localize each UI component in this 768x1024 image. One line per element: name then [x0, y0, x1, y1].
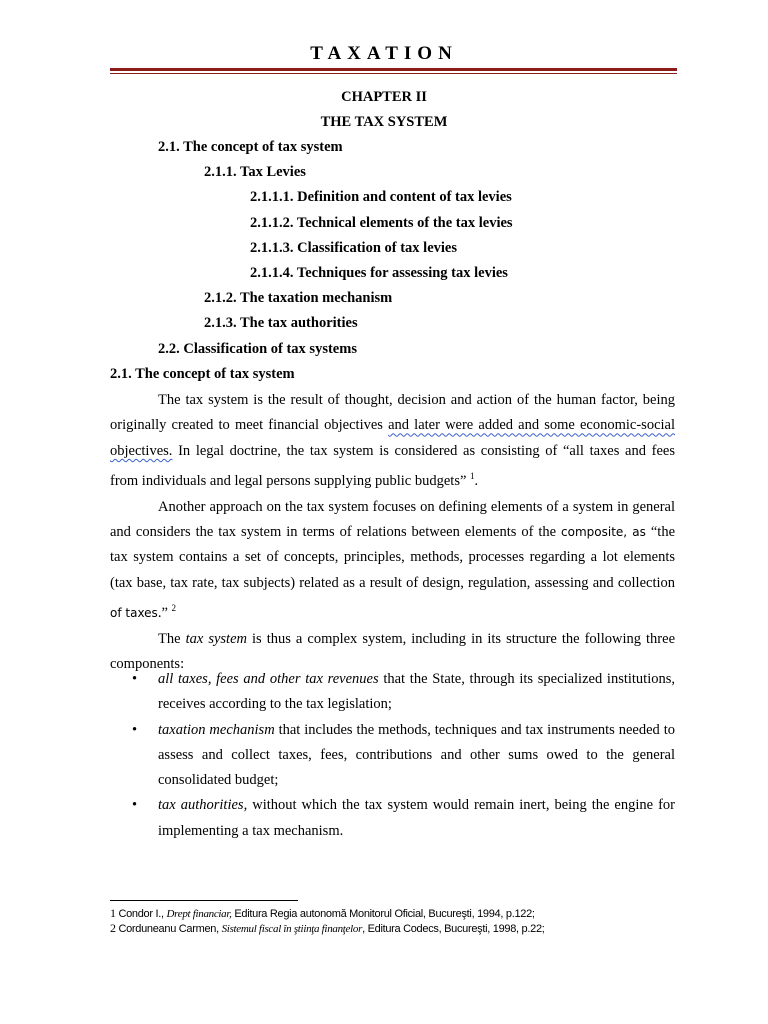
list-item: • taxation mechanism that includes the methods, techniques and tax instruments needed to assess and collect taxes, fees, contributions and other sums owed to the general consolidated budget; — [110, 718, 675, 794]
toc-item: 2.1.1. Tax Levies — [204, 164, 306, 180]
footnote-separator — [110, 900, 298, 901]
toc-item: 2.1.1.4. Techniques for assessing tax levies — [250, 265, 508, 281]
toc-item: 2.2. Classification of tax systems — [158, 341, 357, 357]
toc-item: 2.1.2. The taxation mechanism — [204, 290, 393, 306]
footnote-2: 2 Corduneanu Carmen, Sistemul fiscal în ştiinţa finanţelor, Editura Codecs, Bucureşti, 1998, p.22; — [110, 921, 545, 935]
paragraph-2: Another approach on the tax system focuses on defining elements of a system in general and considers the tax system in terms of relations between elements of the composite, as “the tax system contains a set of concepts, principles, methods, processes regarding a lot elements (tax base, tax rate, tax subjects) related as a result of design, regulation, assessing and collection of taxes.” $^2$ — [110, 498, 676, 622]
bullet-icon: • — [132, 797, 138, 814]
footnote-1: 1 Condor I., Drept financiar, Editura Regia autonomă Monitorul Oficial, Bucureşti, 1994, p.122; — [110, 906, 535, 920]
toc-item: 2.1. The concept of tax system — [158, 139, 343, 155]
list-item: • all taxes, fees and other tax revenues that the State, through its specialized institutions, receives according to the tax legislation; — [110, 667, 675, 718]
bullet-icon: • — [132, 671, 138, 687]
section-heading: 2.1. The concept of tax system — [110, 366, 295, 382]
chapter-title: THE TAX SYSTEM — [320, 114, 448, 130]
chapter-number: CHAPTER II — [341, 89, 427, 105]
body-text — [110, 388, 675, 677]
toc-item: 2.1.1.2. Technical elements of the tax levies — [250, 215, 513, 231]
running-header-title: TAXATION — [310, 43, 458, 64]
header-rule-thin — [110, 73, 677, 74]
paragraph-3: The tax system is thus a complex system, including in its structure the following three components: — [110, 630, 676, 673]
toc-item: 2.1.1.3. Classification of tax levies — [250, 240, 458, 256]
list-item: • tax authorities, without which the tax system would remain inert, being the engine for implementing a tax mechanism. — [110, 793, 675, 844]
footnote-ref-2: 2 — [171, 603, 176, 614]
paragraph-1: The tax system is the result of thought, decision and action of the human factor, being originally created to meet financial objectives and later were added and some economic-social objectives. In legal doctrine, the tax system is considered as consisting of “all taxes and fees from individuals and legal persons supplying public budgets” $^1$. — [110, 392, 675, 490]
toc-item: 2.1.1.1. Definition and content of tax levies — [250, 189, 512, 205]
bullet-icon: • — [132, 721, 138, 738]
header-rule-thick — [110, 68, 677, 71]
components-list — [110, 667, 675, 844]
toc-item: 2.1.3. The tax authorities — [204, 315, 358, 331]
grammar-underline: and later were added and some economic-social objectives. — [110, 417, 675, 459]
footnote-ref-1: 1 — [470, 471, 475, 482]
